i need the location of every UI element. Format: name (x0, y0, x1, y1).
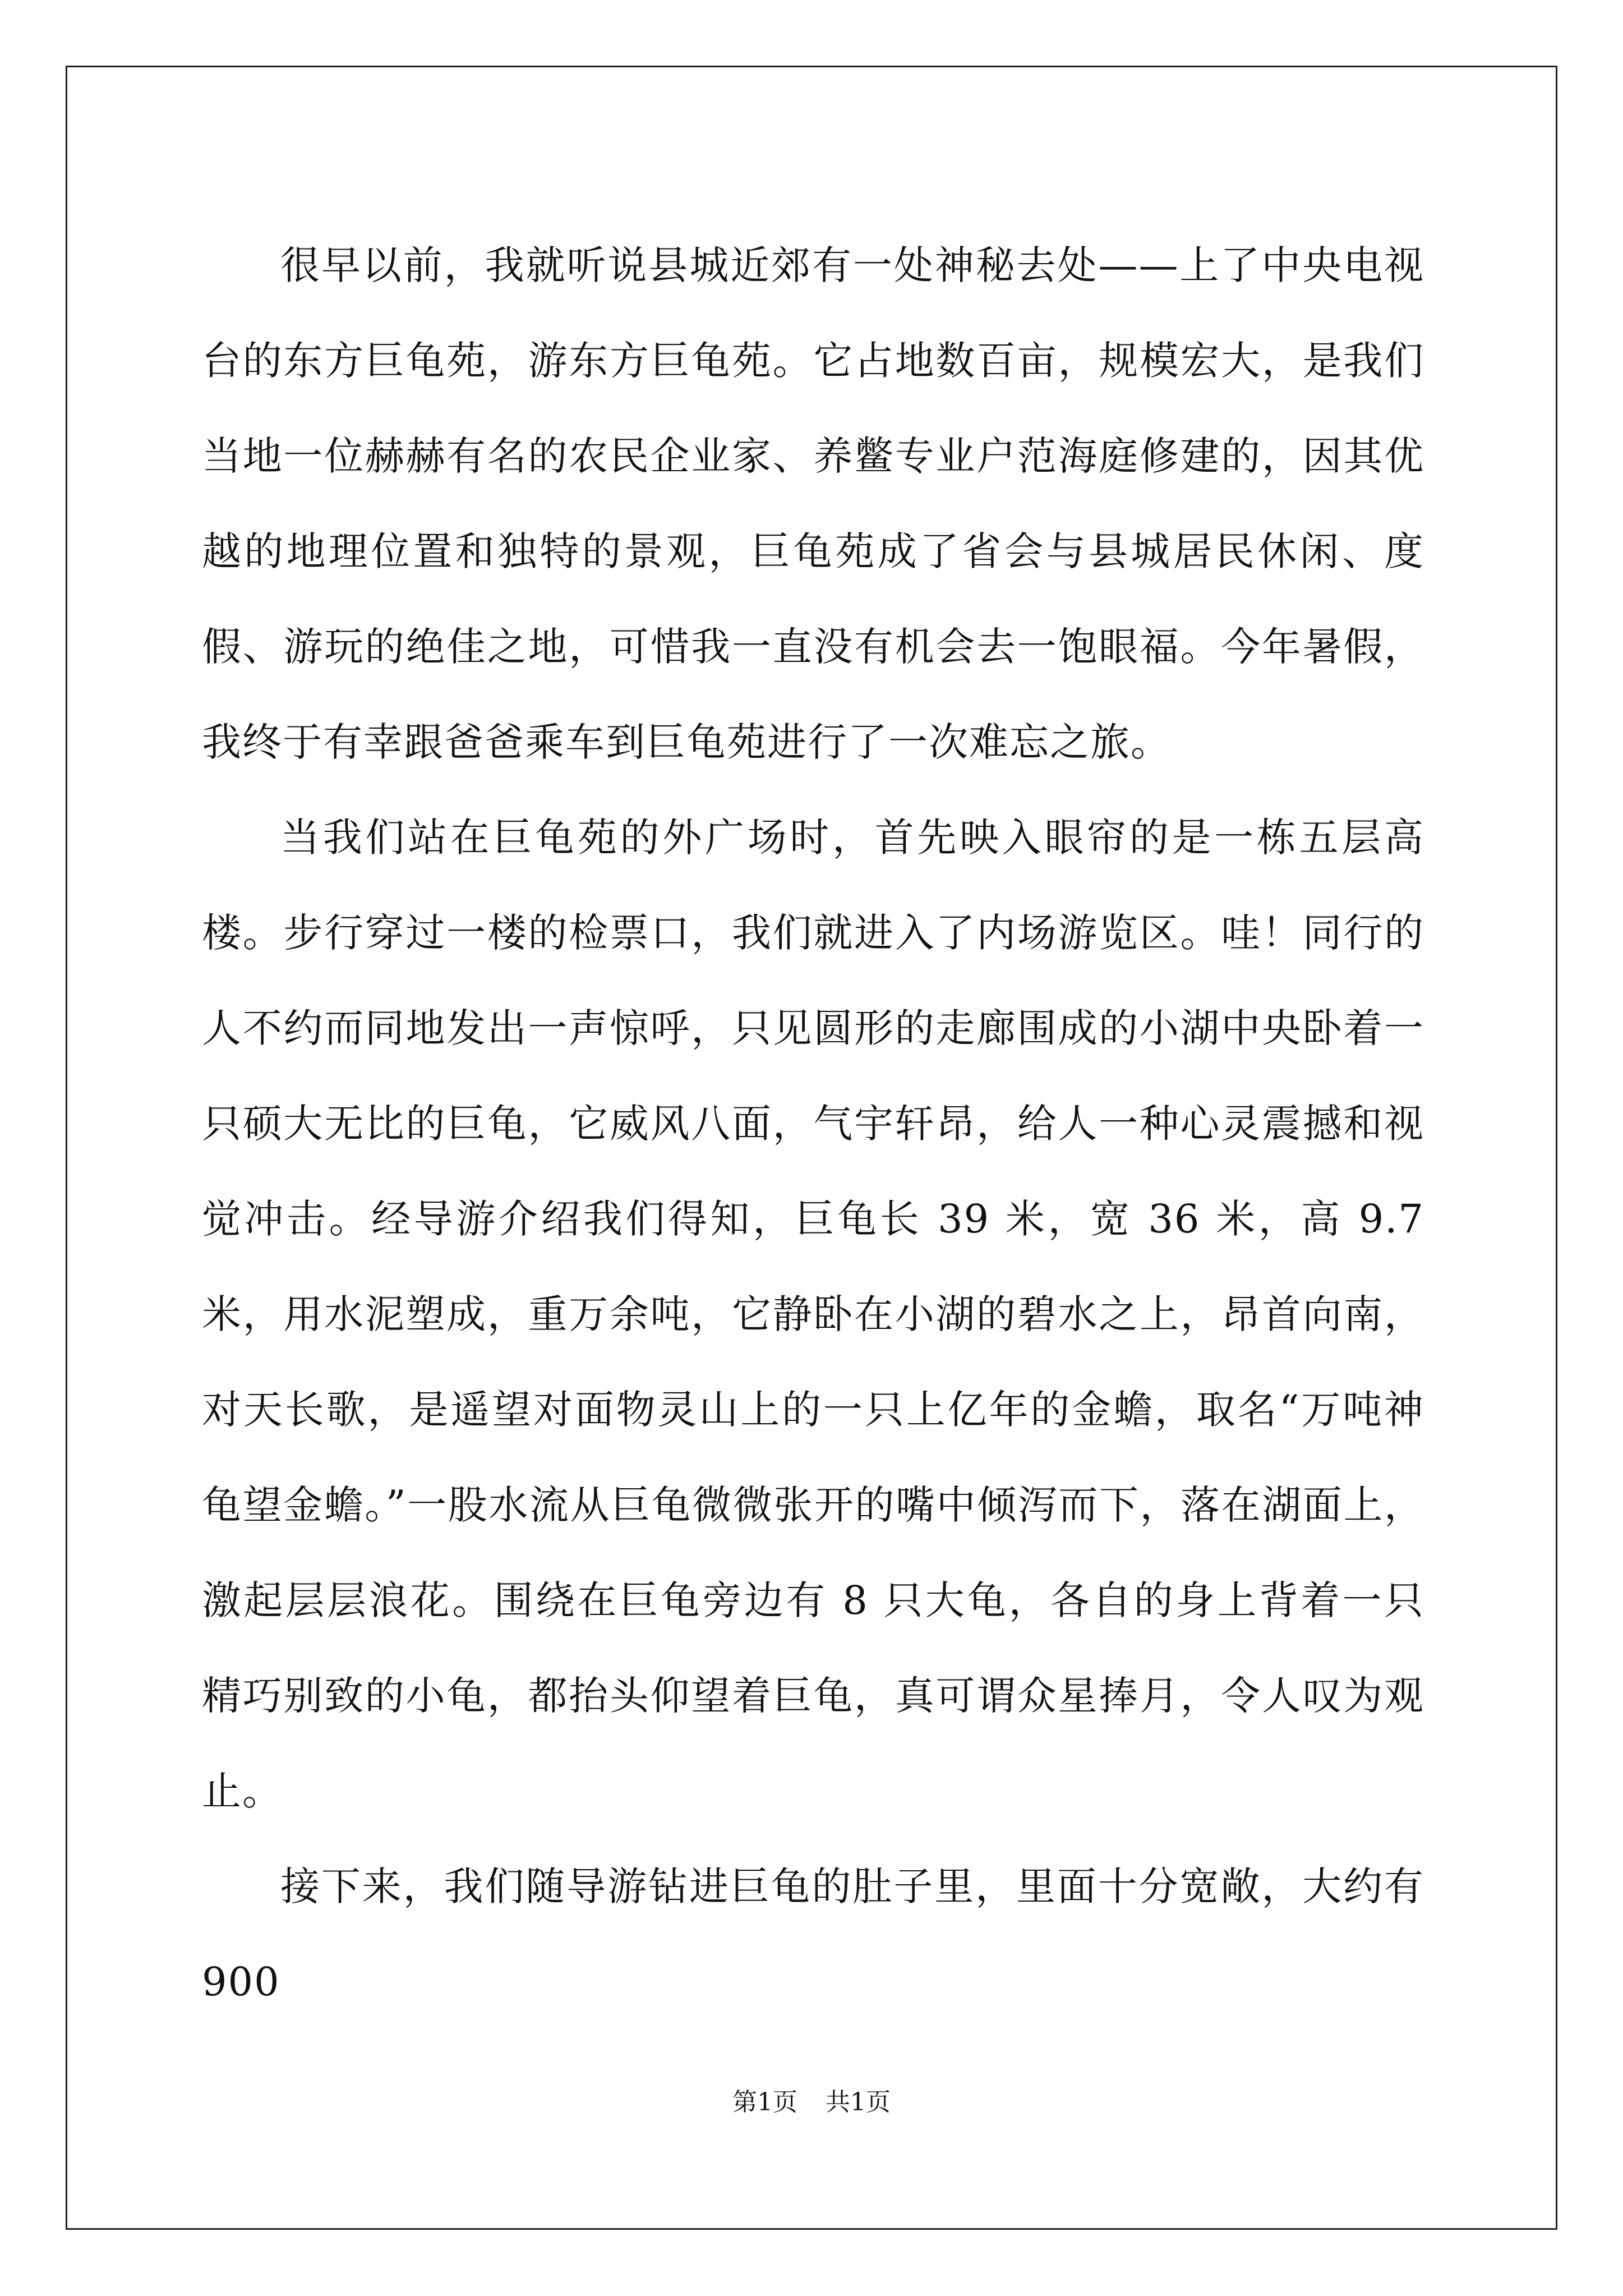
page-number: 第1页 (732, 2088, 797, 2116)
document-body (202, 218, 1424, 2030)
page-footer (0, 2086, 1623, 2119)
paragraph-3: 接下来，我们随导游钻进巨龟的肚子里，里面十分宽敞，大约有 900 (202, 1864, 1424, 2005)
page-total: 共1页 (826, 2088, 891, 2116)
paragraph-1: 很早以前，我就听说县城近郊有一处神秘去处——上了中央电视台的东方巨龟苑，游东方巨龟苑。它占地数百亩，规模宏大，是我们当地一位赫赫有名的农民企业家、养鳖专业户范海庭修建的，因其优越的地理位置和独特的景观，巨龟苑成了省会与县城居民休闲、度假、游玩的绝佳之地，可惜我一直没有机会去一饱眼福。今年暑假，我终于有幸跟爸爸乘车到巨龟苑进行了一次难忘之旅。 (202, 242, 1424, 765)
paragraph-2: 当我们站在巨龟苑的外广场时，首先映入眼帘的是一栋五层高楼。步行穿过一楼的检票口，我们就进入了内场游览区。哇！同行的人不约而同地发出一声惊呼，只见圆形的走廊围成的小湖中央卧着一只硕大无比的巨龟，它威风八面，气宇轩昂，给人一种心灵震撼和视觉冲击。经导游介绍我们得知，巨龟长 39 米，宽 36 米，高 9.7 米，用水泥塑成，重万余吨，它静卧在小湖的碧水之上，昂首向南，对天长歌，是遥望对面物灵山上的一只上亿年的金蟾，取名“万吨神龟望金蟾。”一股水流从巨龟微微张开的嘴中倾泻而下，落在湖面上，激起层层浪花。围绕在巨龟旁边有 8 只大龟，各自的身上背着一只精巧别致的小龟，都抬头仰望着巨龟，真可谓众星捧月，令人叹为观止。 (202, 815, 1424, 1814)
